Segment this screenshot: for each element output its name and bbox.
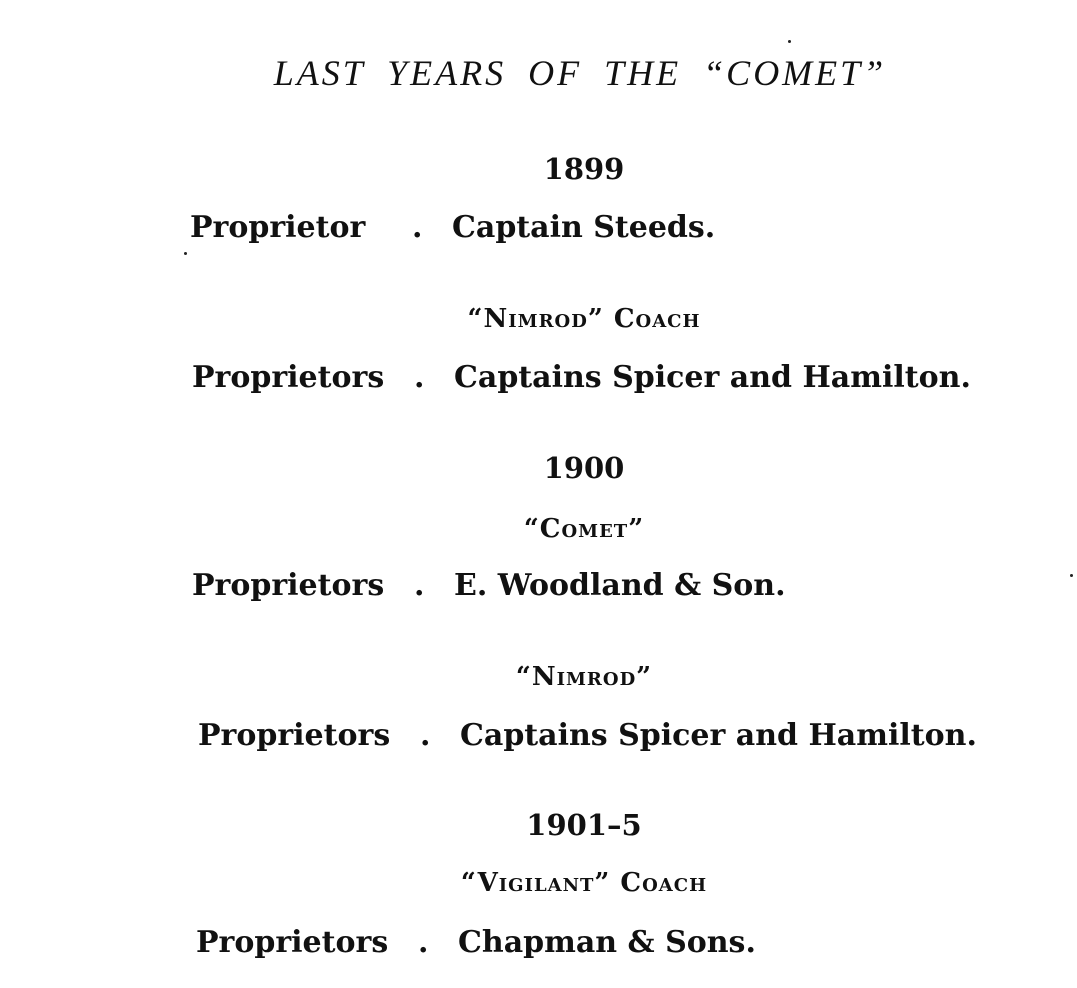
- coach-heading-comet: “Comet”: [523, 514, 645, 544]
- scan-speck: [1070, 574, 1073, 577]
- proprietor-row: [198, 718, 977, 753]
- coach-heading-vigilant: “Vigilant” Coach: [460, 868, 708, 898]
- proprietor-row: [190, 210, 715, 245]
- page-title: LAST YEARS OF THE “COMET”: [273, 53, 887, 93]
- proprietor-value: Captain Steeds.: [452, 210, 716, 245]
- leader-dot: .: [420, 718, 431, 753]
- year-heading-1901-5: 1901–5: [526, 808, 642, 842]
- leader-dot: .: [418, 925, 429, 960]
- proprietor-label: Proprietors: [198, 718, 391, 753]
- scan-speck: [184, 252, 187, 255]
- year-heading-1900: 1900: [543, 451, 625, 485]
- leader-dot: .: [412, 210, 423, 245]
- proprietor-row: [196, 925, 756, 960]
- proprietor-row: [192, 360, 971, 395]
- proprietor-label: Proprietors: [192, 360, 385, 395]
- leader-dot: .: [414, 568, 425, 603]
- proprietor-value: Chapman & Sons.: [458, 925, 756, 960]
- proprietor-value: Captains Spicer and Hamilton.: [460, 718, 977, 753]
- coach-heading-nimrod-2: “Nimrod”: [515, 662, 653, 692]
- proprietor-row: [192, 568, 786, 603]
- proprietor-label: Proprietors: [192, 568, 385, 603]
- proprietor-label: Proprietor: [190, 210, 366, 245]
- proprietor-label: Proprietors: [196, 925, 389, 960]
- year-heading-1899: 1899: [543, 152, 625, 186]
- proprietor-value: Captains Spicer and Hamilton.: [454, 360, 971, 395]
- proprietor-value: E. Woodland & Son.: [454, 568, 786, 603]
- coach-heading-nimrod: “Nimrod” Coach: [467, 304, 701, 334]
- leader-dot: .: [414, 360, 425, 395]
- scan-speck: [788, 40, 791, 43]
